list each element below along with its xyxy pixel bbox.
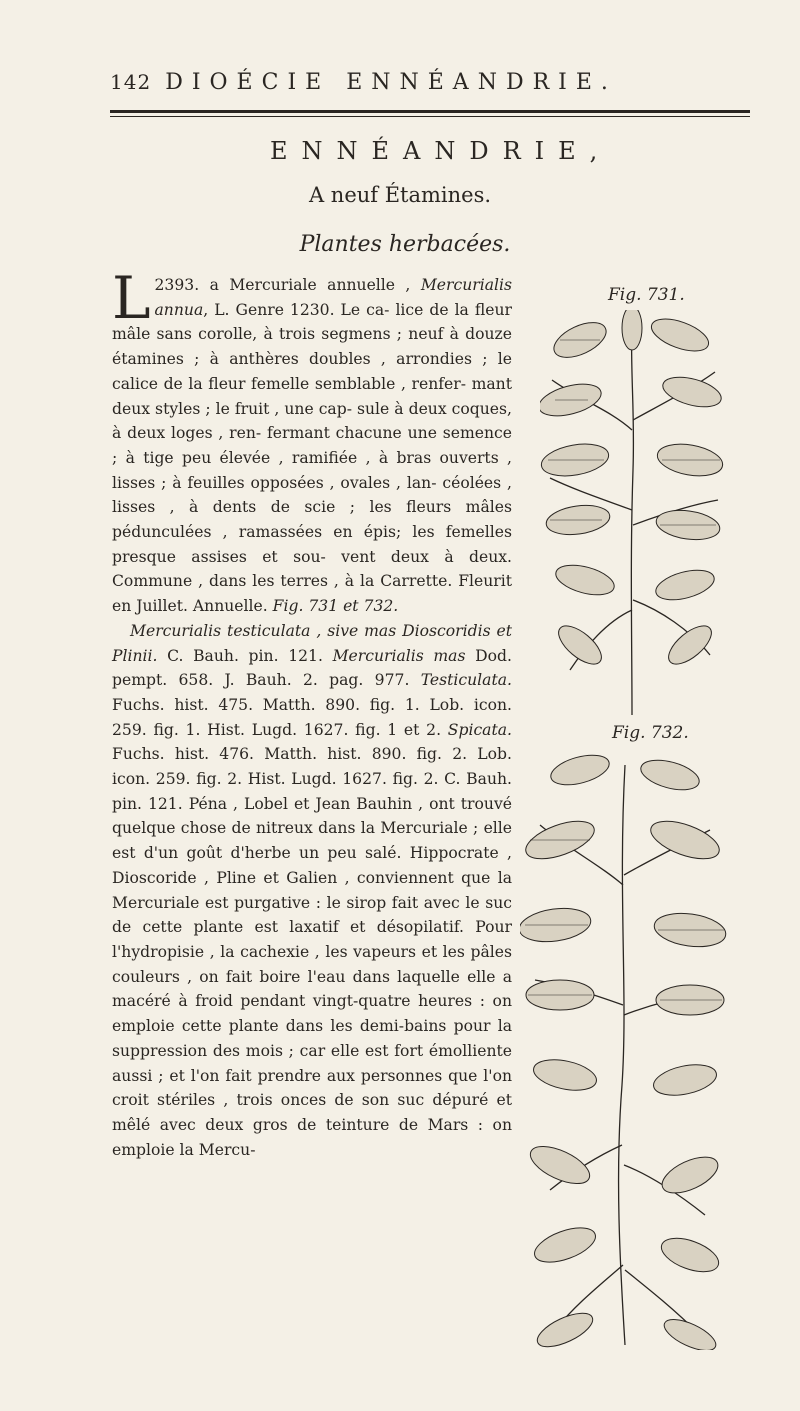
- synonym-name: Mercurialis testiculata , sive mas: [130, 621, 397, 640]
- figure-label: Fig. 732.: [612, 723, 689, 743]
- citation: Fuchs. hist. 475. Matth. 890. fig. 1.: [112, 695, 420, 714]
- text-line: à anthères doubles , arrondies ; le calice: [112, 350, 512, 393]
- text-line: de la fleur femelle semblable , renfer-: [163, 374, 466, 393]
- citation: 476. Matth. hist. 890. fig. 2. Lob.: [219, 745, 512, 764]
- running-title: DIOÉCIE ENNÉANDRIE.: [165, 70, 617, 95]
- text-line: peu élevée , ramifiée , à bras ouverts ,: [181, 448, 512, 467]
- text-line: lisses ; à feuilles opposées , ovales , lan-: [112, 473, 437, 492]
- text-line: , L. Genre 1230. Le ca-: [203, 300, 390, 319]
- plant-illustration: [520, 745, 730, 1350]
- text-line: mant deux styles ; le fruit , une cap-: [112, 374, 512, 418]
- text-line-italic: Mercurialis annua: [154, 276, 512, 319]
- text-line: fermant chacune une semence ; à tige: [112, 424, 512, 467]
- page-number: 142: [110, 70, 152, 94]
- synonym-name: Dioscoridis et Plinii.: [112, 621, 512, 665]
- running-head: [110, 70, 750, 95]
- text-line: vent deux à deux. Commune , dans les: [112, 547, 512, 591]
- plant-illustration: [540, 310, 725, 720]
- entry-text: [112, 264, 512, 1162]
- citation: Lob. icon. 259. fig. 1. Hist. Lugd.: [112, 695, 512, 739]
- text-line: sule à deux coques, à deux loges , ren-: [112, 399, 512, 443]
- header-rule-thick: [110, 110, 750, 113]
- text-line: terres , à la Carrette. Fleurit en Juillet.: [112, 572, 512, 616]
- section-title: ENNÉANDRIE,: [270, 137, 612, 165]
- text-line: fleurs mâles pédunculées , ramassées en: [112, 498, 512, 542]
- citation: Dod. pempt.: [112, 646, 512, 690]
- synonym-name: Mercurialis mas: [332, 646, 466, 665]
- citation: icon. 259. fig. 2. Hist. Lugd. 1627.: [112, 770, 387, 789]
- citation: C. Bauh. pin.: [167, 646, 279, 665]
- description: et Jean Bauhin , ont trouvé quelque chose de nitreux dans la Mercuriale ; elle est d'un goût d'herbe un peu salé. Hippocrate , Dioscoride , Pline et Galien , conviennent que la Mercuriale est purgative : le sirop fait avec le suc de cette plante est laxatif et désopilatif. Pour l'hydropisie , la cachexie , les vapeurs et les pâles couleurs , on fait boire l'eau dans laquelle elle a macéré à froid pendant vingt-quatre heures : on emploie cette plante dans les demi-bains pour la suppression des mois ; car elle est fort émolliente aussi ; et l'on fait prendre aux personnes que l'on croit stériles , trois onces de son suc dépuré et mêlé avec deux gros de teinture de Mars : on emploie la Mercu-: [112, 794, 512, 1159]
- section-subtitle: A neuf Étamines.: [308, 183, 492, 207]
- text-line: épis; les femelles presque assises et sou-: [112, 523, 512, 566]
- text-line: trois segmens ; neuf à douze étamines ;: [112, 325, 512, 369]
- synonymy: [112, 619, 512, 1162]
- section-subhead: Plantes herbacées.: [299, 232, 511, 257]
- citation: 121.: [288, 646, 323, 665]
- citation: 1627. fig. 1 et 2.: [303, 720, 442, 739]
- text-line: a Mercuriale annuelle ,: [209, 276, 411, 294]
- citation: fig. 2. C. Bauh. pin. 121. Péna , Lobel: [112, 770, 512, 813]
- figure-reference: Fig. 731 et 732.: [272, 597, 399, 616]
- figure-label: Fig. 731.: [608, 285, 685, 305]
- synonym-name: Testiculata.: [420, 671, 512, 690]
- synonym-name: Spicata.: [447, 720, 512, 739]
- drop-cap: L: [112, 264, 151, 332]
- text-line: céolées , lisses , à dents de scie ; les: [112, 473, 512, 517]
- citation: 658. J. Bauh. 2. pag. 977.: [178, 671, 410, 690]
- plant-engraving-icon: [520, 745, 730, 1350]
- plant-engraving-icon: [540, 310, 725, 720]
- citation: Fuchs. hist.: [112, 745, 210, 764]
- text-line: Annuelle.: [192, 597, 268, 616]
- header-rule-thin: [110, 116, 750, 117]
- text-line: lice de la fleur mâle sans corolle, à: [112, 300, 512, 344]
- entry-number: 2393.: [154, 276, 200, 294]
